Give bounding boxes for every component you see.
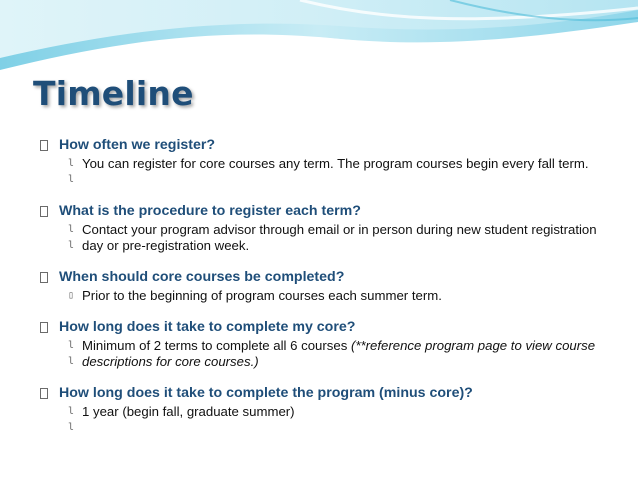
faq-answer: You can register for core courses any term. The program courses begin every fall term. [82,156,589,171]
bullet-box-icon [40,322,48,333]
faq-question: When should core courses be completed? [59,269,345,285]
faq-item [40,268,600,304]
sub-bullet-icon: ▯ [68,290,76,301]
bullet-box-icon [40,140,48,151]
sub-bullet-icon: l l [68,406,76,433]
bullet-box-icon [40,206,48,217]
faq-item [40,318,600,370]
faq-answer-note: (**reference program page to view course descriptions for core courses.) [82,338,596,369]
faq-answer: Contact your program advisor through email or in person during new student registration day or pre-registration week. [82,222,597,253]
header-wave-decoration [0,0,638,80]
faq-question: How long does it take to complete my core? [59,319,356,335]
faq-answer: Prior to the beginning of program courses each summer term. [82,288,442,303]
faq-answer: Minimum of 2 terms to complete all 6 courses (**reference program page to view course descriptions for core courses.) [82,338,596,369]
bullet-box-icon [40,388,48,399]
faq-item [40,136,600,188]
sub-bullet-icon: l l [68,340,76,367]
faq-question: How long does it take to complete the program (minus core)? [59,385,473,401]
sub-bullet-icon: l l [68,224,76,251]
faq-item [40,202,600,254]
faq-list [40,136,600,450]
slide-title: Timeline [33,74,194,113]
faq-question: How often we register? [59,137,216,153]
faq-answer: 1 year (begin fall, graduate summer) [82,404,295,419]
bullet-box-icon [40,272,48,283]
faq-question: What is the procedure to register each term? [59,203,361,219]
faq-item [40,384,600,436]
sub-bullet-icon: l l [68,158,76,185]
